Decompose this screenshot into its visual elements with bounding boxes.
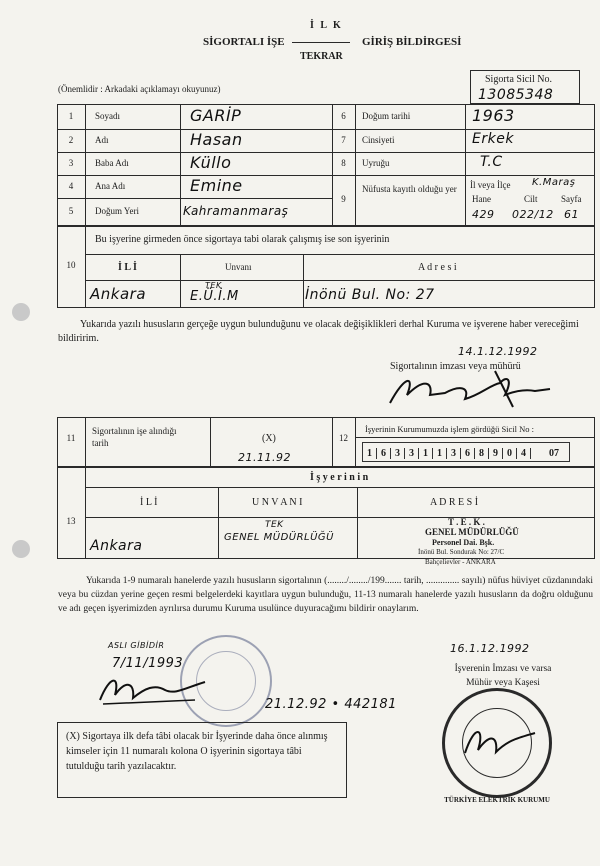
field-value: Kahramanmaraş xyxy=(183,204,289,218)
prev-unvan-tek: TEK xyxy=(205,281,222,290)
footnote-text: (X) Sigortaya ilk defa tâbi olacak bir İşyerinde daha önce alınmış kimseler için 11 numaralı kolona O işyerinin sigortaya tâbi tutulduğu tarih yazılacaktır. xyxy=(66,731,328,772)
field-label: Doğum Yeri xyxy=(95,206,140,216)
declaration-text: Yukarıda yazılı hususların gerçeğe uygun bulunduğunu ve olacak değişiklikleri derhal Kuruma ve işverene haber vereceğimi bildiririm. xyxy=(58,319,579,344)
il-ilce-value: K.Maraş xyxy=(532,177,576,188)
field-value: Emine xyxy=(190,176,243,195)
sicil-digit: 3 xyxy=(405,448,419,459)
prev-il-value: Ankara xyxy=(90,285,147,303)
field-label: Soyadı xyxy=(95,111,121,121)
sicil-digit: 3 xyxy=(391,448,405,459)
signature-certifier xyxy=(95,670,215,710)
company-seal-text: TÜRKİYE ELEKTRİK KURUMU xyxy=(444,796,550,804)
section-number: 12 xyxy=(339,433,348,443)
section-11-label: Sigortalının işe alındığı tarih xyxy=(92,426,177,448)
row-number: 7 xyxy=(341,135,346,145)
field-value: Küllo xyxy=(190,153,232,172)
field-label: Uyruğu xyxy=(362,158,390,168)
sicil-digit: 1 xyxy=(433,448,447,459)
header-left: SİGORTALI İŞE xyxy=(203,36,285,48)
section-number: 13 xyxy=(66,516,76,526)
sicil-digit: 9 xyxy=(489,448,503,459)
employer-unvan-value: GENEL MÜDÜRLÜĞÜ xyxy=(224,532,334,543)
employer-declaration: Yukarıda 1-9 numaralı hanelerde yazılı hususların sigortalının (......../......../199....... tarih, .............. sayılı) nüfus hüviyet cüzdanındaki veya bu cüzdan yerine geçen resmi belgelerdeki kayıtlara uygun bulunduğu, 11-13 numaralı hanelerde yazılı hususların da doğru olduğunu ve adı geçen işyerimizden ayrılırsa durumu Kuruma usulünce duyuracağımı bildirir onaylarım. xyxy=(58,576,593,614)
prev-adres-value: İnönü Bul. No: 27 xyxy=(305,287,435,303)
field-label: Doğum tarihi xyxy=(362,111,411,121)
header-note: (Önemlidir : Arkadaki açıklamayı okuyunuz) xyxy=(58,84,221,94)
sicil-label: Sigorta Sicil No. xyxy=(485,74,552,85)
sicil-digit: 1 xyxy=(363,448,377,459)
sicil-digit: 0 xyxy=(503,448,517,459)
section-number: 10 xyxy=(66,260,76,270)
asli-date: 7/11/1993 xyxy=(112,656,184,671)
row-number: 3 xyxy=(68,158,74,168)
field-value: GARİP xyxy=(190,106,242,125)
row-number: 8 xyxy=(341,158,346,168)
hane-value: 429 xyxy=(472,208,495,221)
cilt-label: Cilt xyxy=(524,194,538,204)
adresi-label: A D R E S İ xyxy=(430,497,479,508)
sayfa-label: Sayfa xyxy=(561,194,582,204)
il-label: İ L İ xyxy=(118,262,137,273)
stamp-line4: İnönü Bul. Sondurak No: 27/C xyxy=(418,548,505,556)
section-number: 11 xyxy=(66,433,76,443)
adresi-label: A d r e s i xyxy=(418,262,457,273)
section-11-date: 21.11.92 xyxy=(238,451,291,464)
sicil-digits xyxy=(362,442,570,462)
field-value: Erkek xyxy=(472,131,514,147)
signature-employer xyxy=(460,718,540,768)
section-11-x: (X) xyxy=(262,433,276,444)
sicil-digit: 8 xyxy=(475,448,489,459)
sayfa-value: 61 xyxy=(564,208,579,221)
header-ilk: İ L K xyxy=(310,20,343,31)
signature-employee xyxy=(385,365,555,415)
field-value: T.C xyxy=(480,154,503,170)
serial-number: 21.12.92 • 442181 xyxy=(265,697,397,712)
employer-date: 16.1.12.1992 xyxy=(450,642,530,655)
field-label: Ana Adı xyxy=(95,181,126,191)
sicil-digit: 1 xyxy=(419,448,433,459)
sicil-digit: 6 xyxy=(461,448,475,459)
row-number: 1 xyxy=(68,111,74,121)
row-number: 2 xyxy=(68,135,74,145)
field-label: Baba Adı xyxy=(95,158,129,168)
row-number: 6 xyxy=(341,111,346,121)
cilt-value: 022/12 xyxy=(512,208,554,221)
header-line-left xyxy=(292,42,350,43)
punch-hole-bottom xyxy=(12,540,30,558)
stamp-line3: Personel Dai. Bşk. xyxy=(432,538,495,547)
field-label: Adı xyxy=(95,135,109,145)
stamp-line2: GENEL MÜDÜRLÜĞÜ xyxy=(425,527,519,537)
section-10-title: Bu işyerine girmeden önce sigortaya tabi olarak çalışmış ise son işyerinin xyxy=(95,234,390,245)
header-right: GİRİŞ BİLDİRGESİ xyxy=(362,36,462,48)
section-13-title: İ ş y e r i n i n xyxy=(310,472,369,483)
il-ilce-label: İl veya İlçe xyxy=(470,180,511,190)
sicil-digit: 6 xyxy=(377,448,391,459)
sicil-digit: 4 xyxy=(517,448,531,459)
field-label: Cinsiyeti xyxy=(362,135,395,145)
field-value: 1963 xyxy=(472,106,515,125)
field-value: Hasan xyxy=(190,130,243,149)
row-number: 4 xyxy=(68,181,74,191)
nufus-label: Nüfusta kayıtlı olduğu yer xyxy=(362,184,457,194)
sicil-value: 13085348 xyxy=(478,87,554,103)
employer-sign-label: İşverenin İmzası ve varsa Mühür veya Kaşesi xyxy=(454,664,552,688)
unvani-label: U N V A N I xyxy=(252,497,303,508)
employer-unvan-tek: TEK xyxy=(265,520,284,530)
section-12-label: İşyerinin Kurumumuzda işlem gördüğü Sicil No : xyxy=(365,424,535,434)
hane-label: Hane xyxy=(472,194,491,204)
sicil-suffix: 07 xyxy=(549,448,559,459)
header-tekrar: TEKRAR xyxy=(300,51,343,62)
stamp-line1: T . E . K . xyxy=(448,517,485,527)
row-number: 9 xyxy=(341,194,346,204)
punch-hole-top xyxy=(12,303,30,321)
asli-gibidir: ASLI GİBİDİR xyxy=(108,641,165,650)
sicil-digit: 3 xyxy=(447,448,461,459)
declaration-date: 14.1.12.1992 xyxy=(458,345,538,358)
unvani-label: Unvanı xyxy=(225,262,252,272)
row-number: 5 xyxy=(68,206,74,216)
prev-unvan-value: E.Ü.İ.M xyxy=(190,289,239,304)
stamp-line5: Bahçelievler - ANKARA xyxy=(425,558,496,566)
declaration-sign-label: Sigortalının imzası veya mühürü xyxy=(390,361,521,372)
employer-il-value: Ankara xyxy=(90,538,143,554)
il-label: İ L İ xyxy=(140,497,158,508)
